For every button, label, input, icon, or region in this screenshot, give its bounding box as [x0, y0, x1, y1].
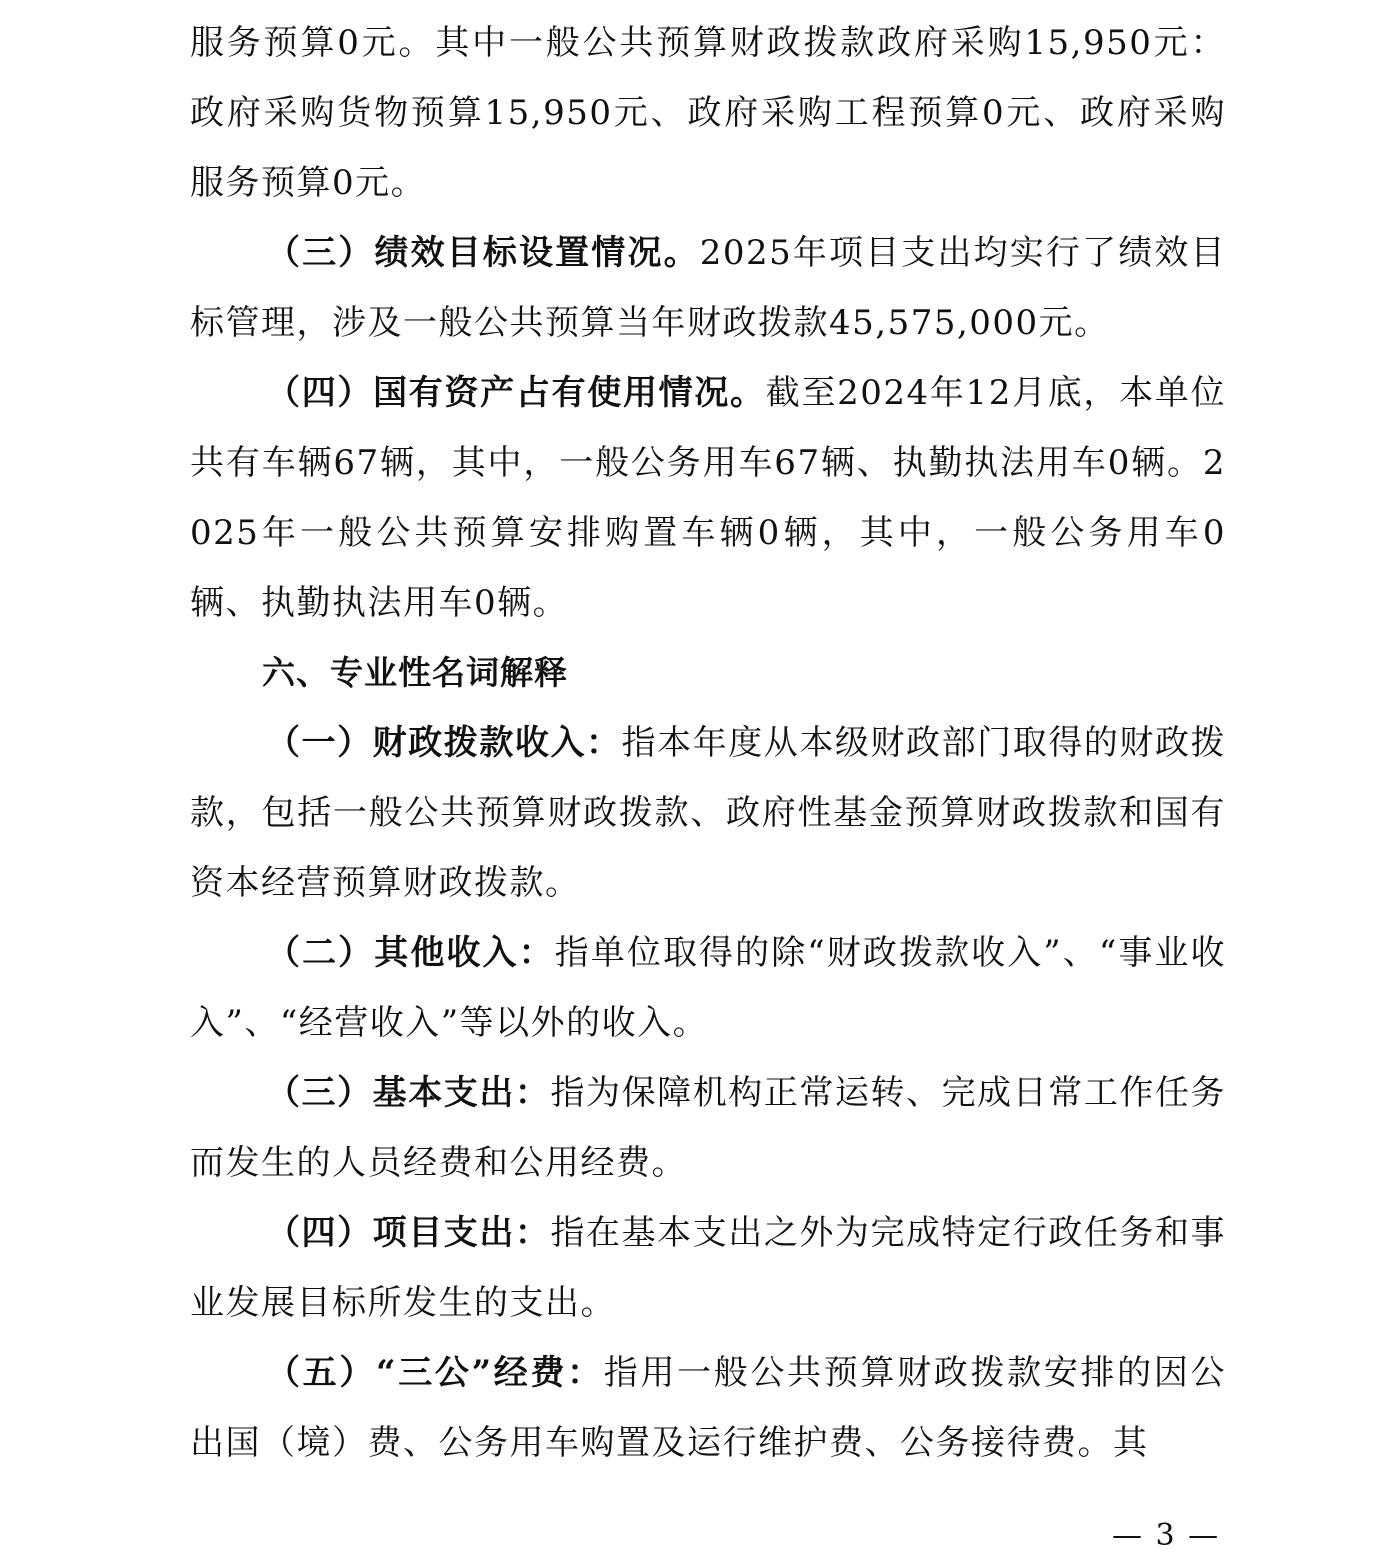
definition-term: （四）项目支出：: [266, 1213, 551, 1253]
definition-text: 指为保障机构正常运转、完成日常工作任务而发生的人员经费和公用经费。: [190, 1073, 1227, 1183]
definition-basic-expenditure: [190, 1058, 1226, 1198]
section-heading: 六、专业性名词解释: [262, 653, 568, 692]
definition-term: （三）基本支出：: [266, 1073, 551, 1113]
paragraph-state-assets: [190, 358, 1226, 638]
definition-text: 指在基本支出之外为完成特定行政任务和事业发展目标所发生的支出。: [190, 1213, 1227, 1323]
definition-fiscal-appropriation: [190, 708, 1226, 918]
definition-other-income: [190, 918, 1226, 1058]
definition-three-public-expenses: [190, 1338, 1226, 1478]
definition-term: （二）其他收入：: [266, 933, 555, 973]
page-number: — 3 —: [1112, 1518, 1221, 1553]
definition-project-expenditure: [190, 1198, 1226, 1338]
paragraph-text: 截至2024年12月底，本单位共有车辆67辆，其中，一般公务用车67辆、执勤执法用车0辆。2025年一般公共预算安排购置车辆0辆，其中，一般公务用车0辆、执勤执法用车0辆。: [190, 373, 1227, 623]
definition-term: （五）“三公”经费：: [266, 1353, 604, 1393]
document-page: [190, 8, 1226, 1478]
paragraph-lead: （四）国有资产占有使用情况。: [266, 373, 766, 413]
definition-term: （一）财政拨款收入：: [266, 723, 622, 763]
paragraph-text: 2025年项目支出均实行了绩效目标管理，涉及一般公共预算当年财政拨款45,575,000元。: [190, 233, 1226, 343]
definition-text: 指用一般公共预算财政拨款安排的因公出国（境）费、公务用车购置及运行维护费、公务接待费。其: [190, 1353, 1226, 1463]
paragraph-procurement: [190, 8, 1226, 218]
definition-text: 指单位取得的除“财政拨款收入”、“事业收入”、“经营收入”等以外的收入。: [190, 933, 1226, 1043]
definition-text: 指本年度从本级财政部门取得的财政拨款，包括一般公共预算财政拨款、政府性基金预算财政拨款和国有资本经营预算财政拨款。: [190, 723, 1227, 903]
paragraph-performance-goals: [190, 218, 1226, 358]
paragraph-lead: （三）绩效目标设置情况。: [266, 233, 700, 273]
paragraph-text: 服务预算0元。其中一般公共预算财政拨款政府采购15,950元：政府采购货物预算15,950元、政府采购工程预算0元、政府采购服务预算0元。: [190, 23, 1226, 203]
